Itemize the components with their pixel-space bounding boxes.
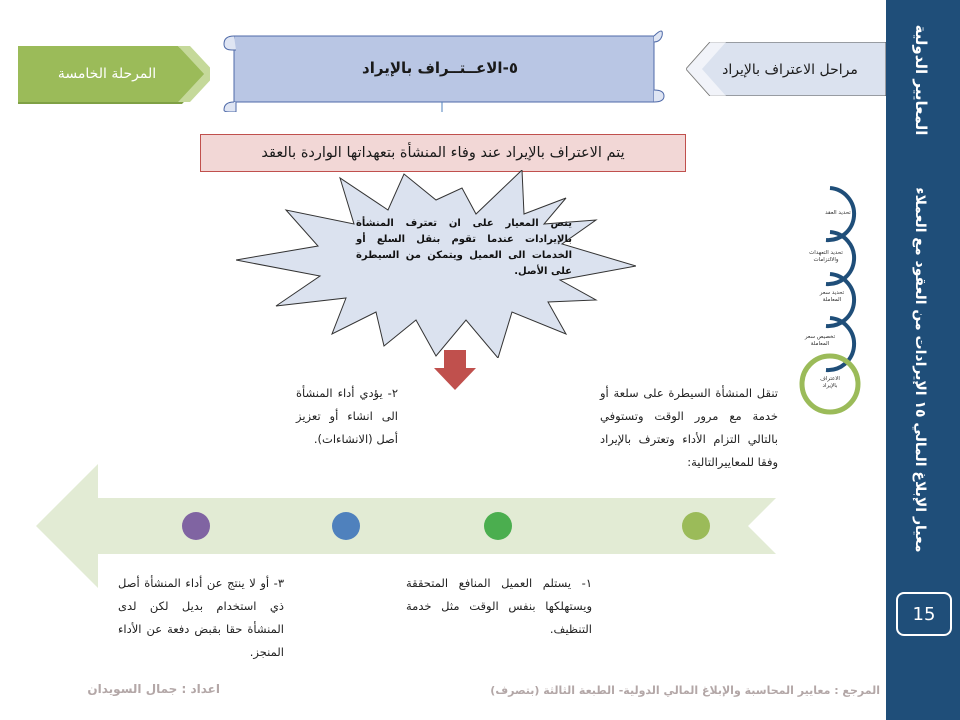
reference-note: المرجع : معايير المحاسبة والإبلاغ المالي الدولية- الطبعة الثالثة (بتصرف) bbox=[490, 684, 880, 697]
stages-label: مراحل الاعتراف بالإيراد bbox=[722, 62, 858, 78]
sidebar-subtitle bbox=[894, 150, 946, 590]
principle-statement: يتم الاعتراف بالإيراد عند وفاء المنشأة بتعهداتها الواردة بالعقد bbox=[200, 134, 686, 172]
sidebar-subtitle-text: معيار الإبلاغ المالي ١٥ الإيرادات من العقود مع العملاء bbox=[912, 187, 928, 553]
timeline-dot-4 bbox=[182, 512, 210, 540]
prepared-by: اعداد : جمال السويدان bbox=[87, 682, 220, 696]
sidebar-title-text: المعايير الدولية bbox=[912, 24, 930, 136]
cycle-step-4: تخصيص سعر المعاملة bbox=[804, 334, 836, 347]
timeline-dot-2 bbox=[484, 512, 512, 540]
fifth-stage-label: المرحلة الخامسة bbox=[57, 66, 157, 82]
timeline-dot-3 bbox=[332, 512, 360, 540]
sidebar-title bbox=[896, 0, 946, 160]
step-title: ٥-الاعــتــراف بالإيراد bbox=[362, 59, 518, 77]
cycle-step-5: الاعتراف بالإيراد bbox=[820, 376, 840, 389]
intro-paragraph: تنقل المنشأة السيطرة على سلعة أو خدمة مع مرور الوقت وتستوفي بالتالي التزام الأداء وتعترف بالإيراد وفقا للمعاييرالتالية: bbox=[600, 386, 778, 469]
criterion-1-paragraph: ١- يستلم العميل المنافع المتحققة ويستهلكها بنفس الوقت مثل خدمة التنظيف. bbox=[406, 576, 592, 636]
cycle-step-3: تحديد سعر المعاملة bbox=[819, 290, 845, 303]
down-arrow-icon bbox=[434, 350, 476, 392]
burst-text: ينص المعيار على ان تعترف المنشأة بالإيرادات عندما تقوم بنقل السلع أو الخدمات الى العميل ويتمكن من السيطرة على الأصل. bbox=[356, 218, 572, 277]
page-number-badge: 15 bbox=[896, 592, 952, 636]
criterion-3-paragraph: ٣- أو لا ينتج عن أداء المنشأة أصل ذي استخدام بديل لكن لدى المنشأة حقا بقبض دفعة عن الأداء المنجز. bbox=[118, 576, 284, 659]
timeline-dot-1 bbox=[682, 512, 710, 540]
cycle-step-2: تحديد التعهدات والالتزامات bbox=[809, 250, 843, 263]
cycle-step-1: تحديد العقد bbox=[825, 210, 851, 216]
timeline-arrow bbox=[36, 464, 776, 588]
criterion-2-paragraph: ٢- يؤدي أداء المنشأة الى انشاء أو تعزيز أصل (الانشاءات). bbox=[296, 386, 398, 446]
